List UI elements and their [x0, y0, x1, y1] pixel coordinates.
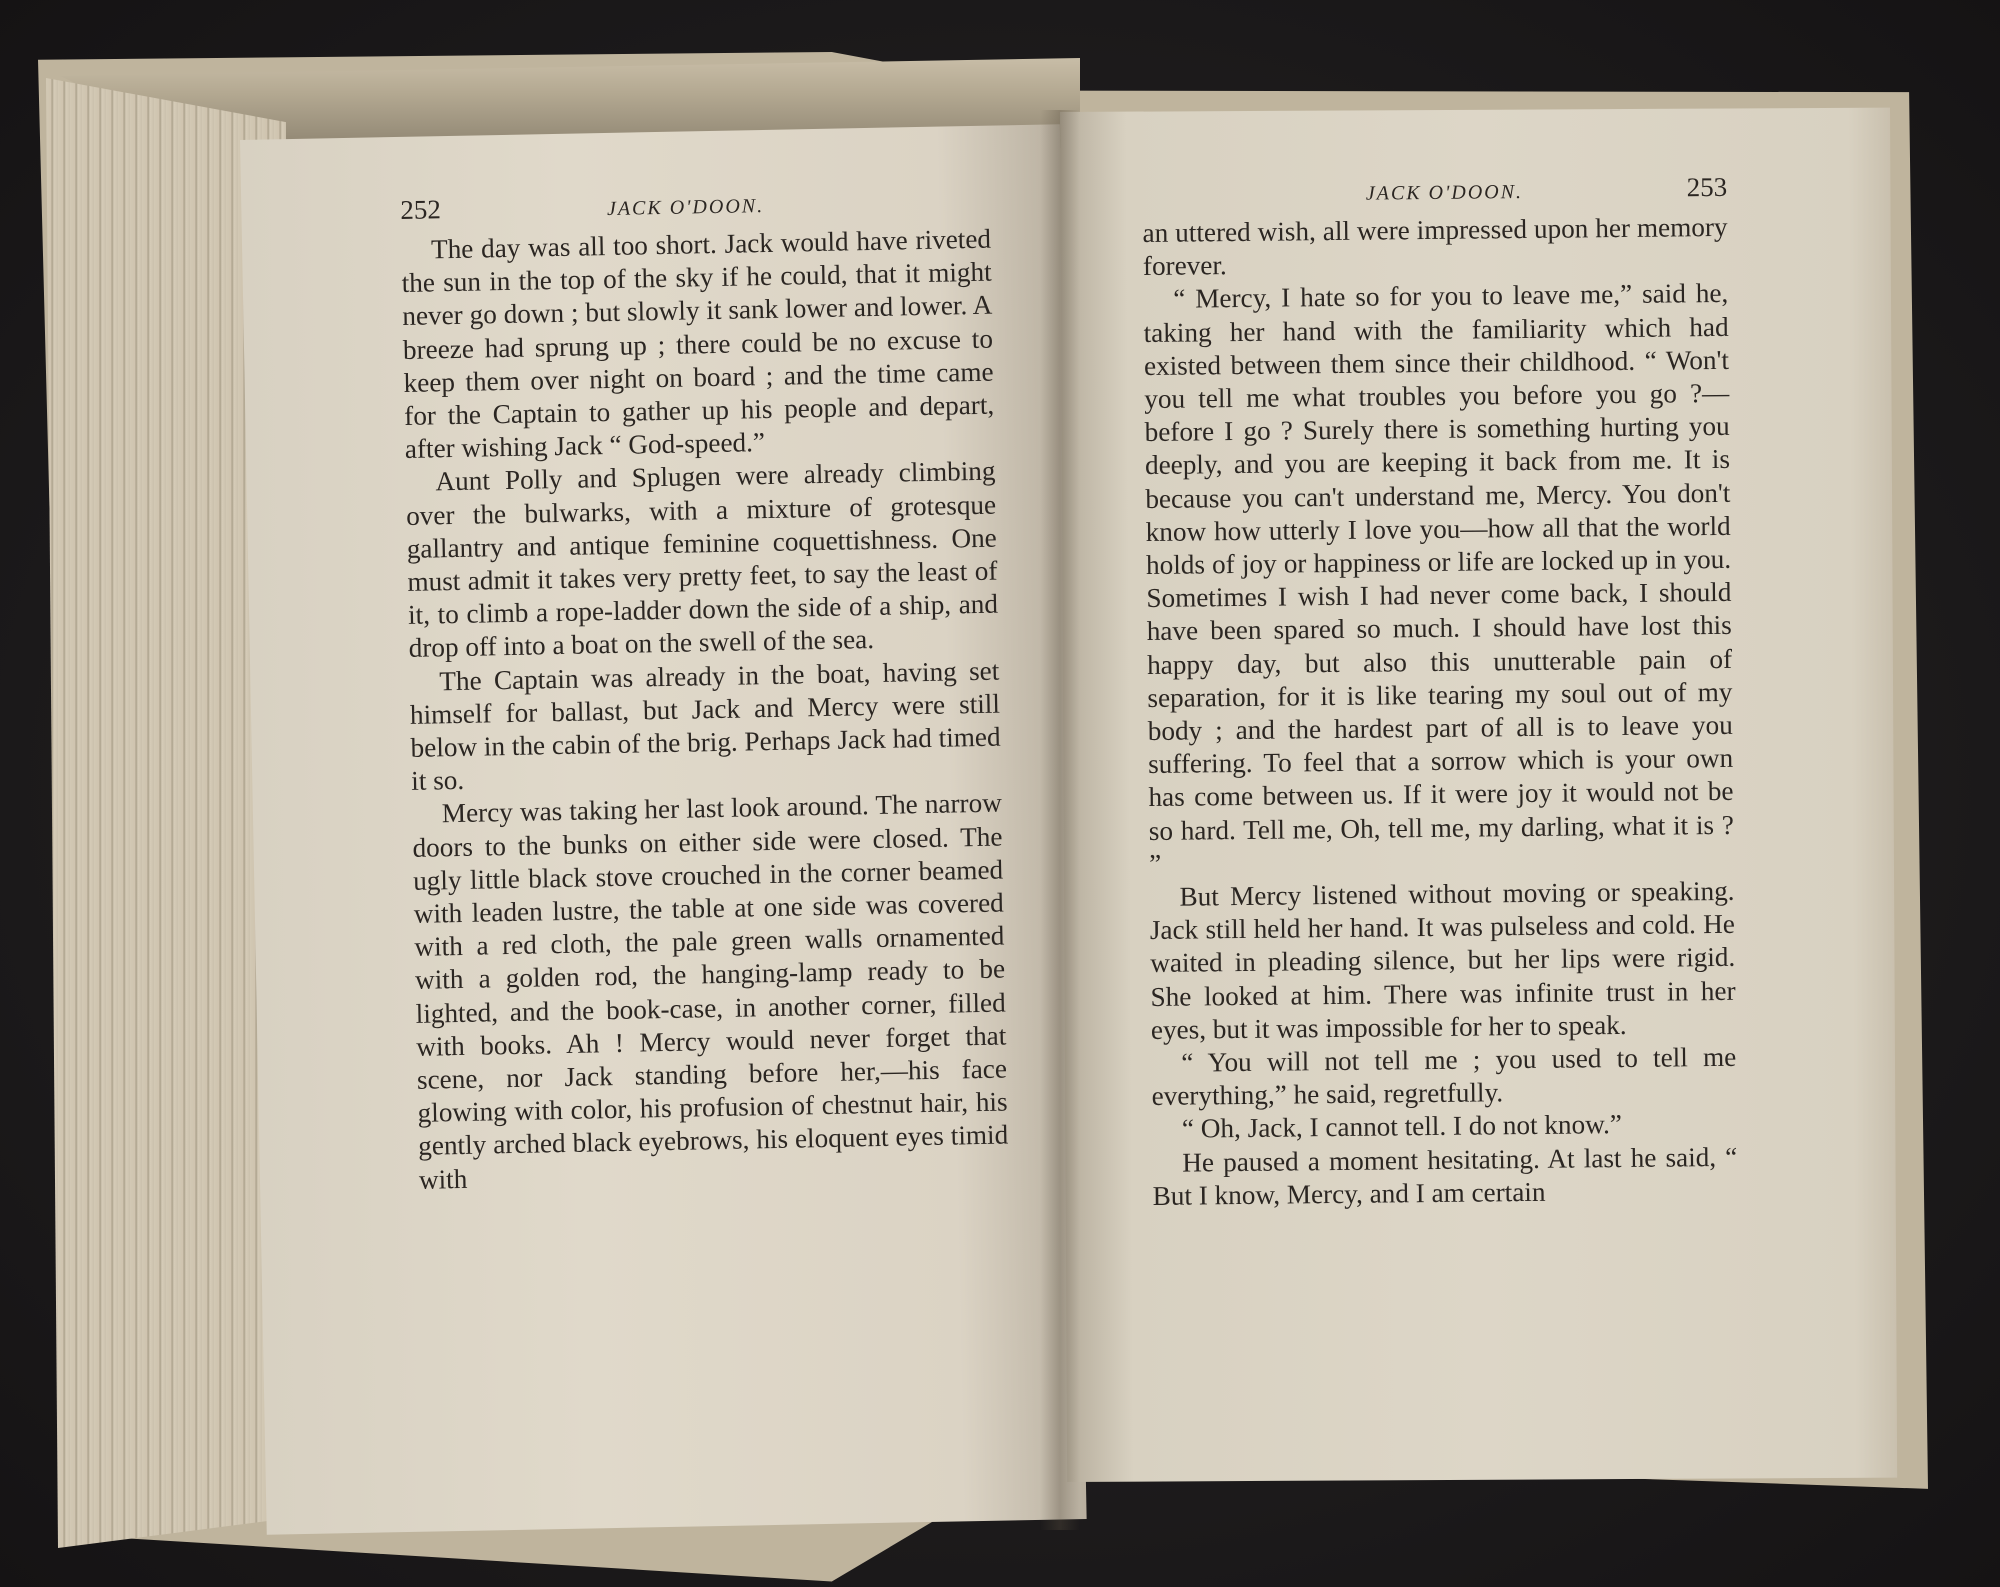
right-running-head	[1142, 172, 1727, 209]
paragraph: Mercy was taking her last look around. The narrow doors to the bunks on either side were closed. The ugly little black stove crouched in the corner beamed with leaden lustre, the table at one side was covered with a red cloth, the pale green walls ornamented with a golden rod, the hanging-lamp ready to be lighted, and the book-case, in another corner, filled with books. Ah ! Mercy would never forget that scene, nor Jack standing before her,—his face glowing with color, his profusion of chestnut hair, his gently arched black eyebrows, his eloquent eyes timid with	[412, 788, 1009, 1195]
paragraph: He paused a moment hesitating. At last he said, “ But I know, Mercy, and I am certain	[1152, 1141, 1738, 1211]
right-page-body	[1142, 211, 1737, 1213]
paragraph: “ Mercy, I hate so for you to leave me,” said he, taking her hand with the familiarity which had existed between them since their childhood. “ Won't you tell me what troubles you before you go ?—before I go ? Surely there is something hurting you deeply, and you are keeping it back from me. It is because you can't understand me, Mercy. You don't know how utterly I love you—how all that the world holds of joy or happiness or life are locked up in you. Sometimes I wish I had never come back, I should have been spared so much. I should have lost this happy day, but also this unutterable pain of separation, for it is like tearing my soul out of my body ; and the hardest part of all is to leave you suffering. To feel that a sorrow which is your own has come between us. If it were joy it would not be so hard. Tell me, Oh, tell me, my darling, what it is ? ”	[1143, 278, 1734, 879]
page-number: 253	[1686, 171, 1728, 203]
running-title: JACK O'DOON.	[606, 195, 765, 221]
paragraph: “ You will not tell me ; you used to tell me everything,” he said, regretfully.	[1151, 1041, 1737, 1112]
book-gutter	[1040, 110, 1080, 1530]
right-page-text	[1142, 172, 1738, 1213]
paragraph: The Captain was already in the boat, having set himself for ballast, but Jack and Mercy were still below in the cabin of the brig. Perhaps Jack had timed it so.	[409, 655, 1001, 797]
paragraph: an uttered wish, all were impressed upon her memory forever.	[1142, 211, 1728, 282]
page-number: 252	[400, 194, 442, 225]
left-page-text	[400, 184, 1009, 1197]
left-page-body	[401, 223, 1009, 1197]
paragraph: “ Oh, Jack, I cannot tell. I do not know.”	[1181, 1109, 1623, 1145]
paragraph: The day was all too short. Jack would have riveted the sun in the top of the sky if he could, that it might never go down ; but slowly it sank lower and lower. A breeze had sprung up ; there could be no excuse to keep them over night on board ; and the time came for the Captain to gather up his people and depart, after wishing Jack “ God-speed.”	[401, 223, 995, 465]
running-title: JACK O'DOON.	[1365, 181, 1524, 205]
paragraph: Aunt Polly and Splugen were already climbing over the bulwarks, with a mixture of grotesque gallantry and antique feminine coquettishness. One must admit it takes very pretty feet, to say the least of it, to climb a rope-ladder down the side of a ship, and drop off into a boat on the swell of the sea.	[405, 456, 999, 664]
paragraph: But Mercy listened without moving or speaking. Jack still held her hand. It was pulseless and cold. He waited in pleading silence, but her lips were rigid. She looked at him. There was infinite trust in her eyes, but it was impossible for her to speak.	[1149, 875, 1736, 1045]
